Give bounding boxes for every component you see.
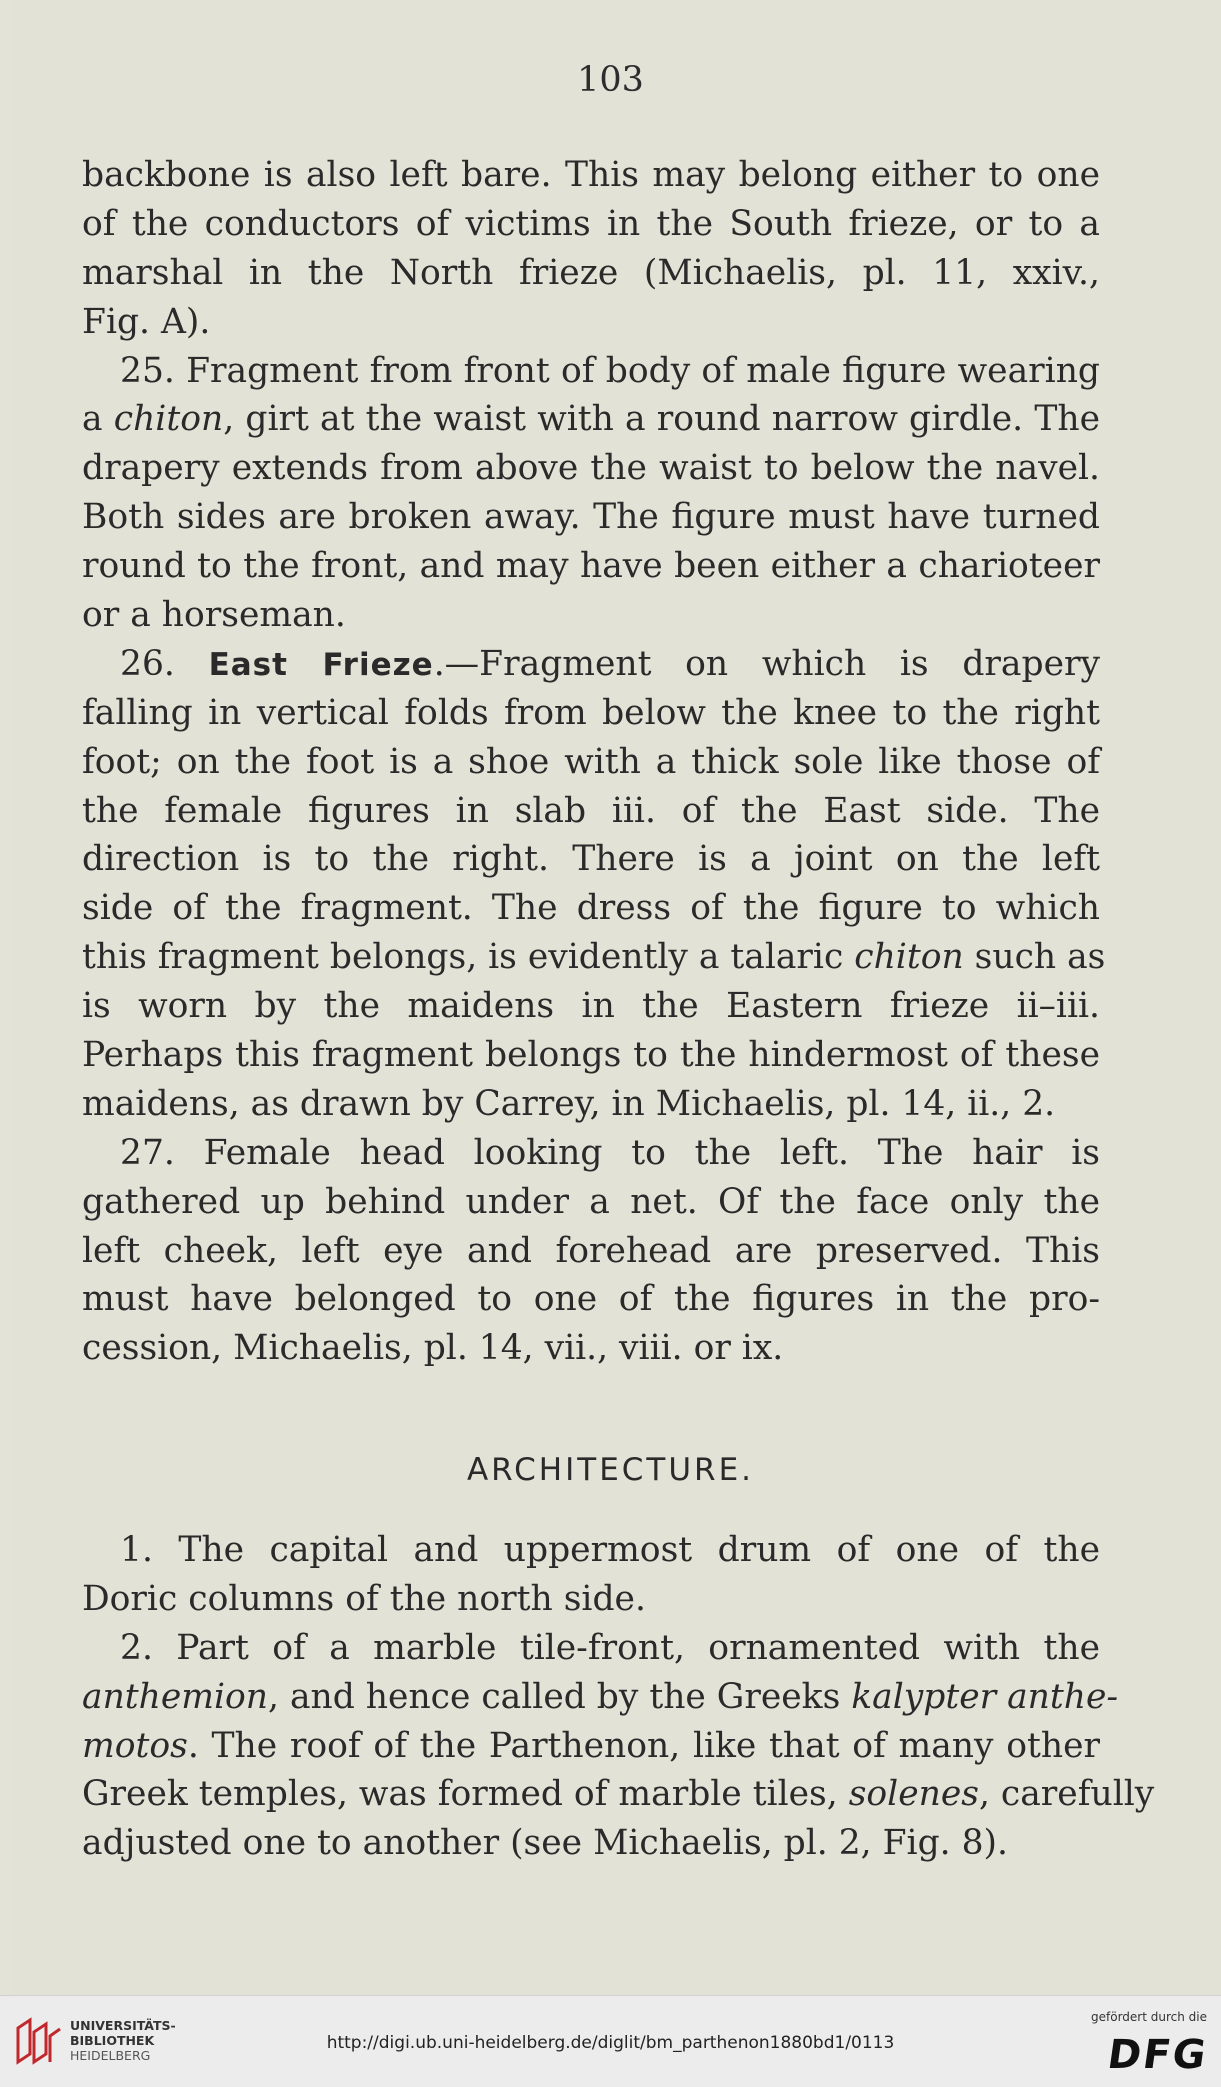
italic-term: motos — [82, 1725, 188, 1766]
text-run: Greek temples, was formed of marble tiles, — [82, 1774, 849, 1815]
text-line: backbone is also left bare. This may belong either to one — [82, 155, 1100, 195]
text-line-motos — [82, 1722, 1100, 1771]
text-line: direction is to the right. There is a joint on the left — [82, 839, 1100, 880]
architecture-text — [82, 1526, 1155, 1868]
text-line: 2. Part of a marble tile-front, ornamented with the — [120, 1627, 1100, 1668]
text-line: the female figures in slab iii. of the East side. The — [82, 790, 1100, 831]
text-run: . The roof of the Parthenon, like that of many other — [187, 1725, 1100, 1766]
italic-term: chiton — [113, 399, 224, 440]
text-run: , carefully — [978, 1774, 1155, 1815]
viewer-footer — [0, 1995, 1221, 2087]
text-run: , and hence called by the Greeks — [268, 1676, 852, 1717]
text-line: is worn by the maidens in the Eastern frieze ii–iii. — [82, 986, 1100, 1027]
text-run: such as — [963, 937, 1106, 978]
funded-by-caption: gefördert durch die — [1091, 2010, 1207, 2024]
text-line: adjusted one to another (see Michaelis, pl. 2, Fig. 8). — [82, 1823, 1008, 1864]
text-line: Perhaps this fragment belongs to the hindermost of these — [82, 1035, 1100, 1076]
text-line-east-frieze — [82, 640, 1100, 689]
library-line: UNIVERSITÄTS- — [70, 2018, 176, 2033]
text-line: drapery extends from above the waist to below the navel. — [82, 448, 1100, 489]
library-line: BIBLIOTHEK — [70, 2033, 155, 2048]
text-line: Both sides are broken away. The figure must have turned — [82, 497, 1100, 538]
text-line: maidens, as drawn by Carrey, in Michaelis, pl. 14, ii., 2. — [82, 1083, 1056, 1124]
text-run: , girt at the waist with a round narrow girdle. The — [223, 399, 1100, 440]
italic-term: anthemion — [82, 1676, 269, 1717]
library-line: HEIDELBERG — [70, 2048, 151, 2063]
text-line: gathered up behind under a net. Of the face only the — [82, 1181, 1100, 1222]
text-line: side of the fragment. The dress of the figure to which — [82, 888, 1100, 929]
italic-term: kalypter anthe- — [851, 1676, 1119, 1717]
text-line: 25. Fragment from front of body of male figure wearing — [120, 350, 1100, 391]
text-run: a — [82, 399, 114, 440]
section-label-bold: East Frieze — [208, 646, 434, 683]
text-line-solenes — [82, 1770, 1155, 1819]
text-line: marshal in the North frieze (Michaelis, pl. 11, xxiv., — [82, 252, 1100, 293]
permalink-url[interactable]: http://digi.ub.uni-heidelberg.de/diglit/bm_parthenon1880bd1/0113 — [326, 2033, 895, 2053]
text-line: must have belonged to one of the figures in the pro- — [82, 1279, 1100, 1320]
text-line-anthemion — [82, 1673, 1119, 1722]
item-number: 26. — [120, 643, 209, 684]
text-line: cession, Michaelis, pl. 14, vii., viii. or ix. — [82, 1328, 784, 1369]
text-line: falling in vertical folds from below the knee to the right — [82, 692, 1100, 733]
text-run: this fragment belongs, is evidently a talaric — [82, 937, 855, 978]
dfg-logo: DFG — [1104, 2032, 1211, 2078]
section-heading: ARCHITECTURE. — [466, 1452, 755, 1488]
text-line-talaric — [82, 933, 1106, 982]
text-line: of the conductors of victims in the South frieze, or to a — [82, 203, 1100, 244]
text-line: Doric columns of the north side. — [82, 1578, 646, 1619]
italic-term: solenes — [848, 1774, 979, 1815]
text-line: or a horseman. — [82, 595, 346, 636]
text-line: left cheek, left eye and forehead are preserved. This — [82, 1230, 1100, 1271]
text-run: .—Fragment on which is drapery — [433, 643, 1100, 684]
text-line: foot; on the foot is a shoe with a thick sole like those of — [82, 741, 1100, 782]
text-line: 1. The capital and uppermost drum of one of the — [120, 1530, 1100, 1570]
text-line: round to the front, and may have been either a charioteer — [82, 546, 1100, 587]
main-text — [82, 151, 1106, 1373]
text-line-chiton — [82, 395, 1100, 444]
page-number: 103 — [577, 60, 644, 100]
text-line: 27. Female head looking to the left. The hair is — [120, 1132, 1100, 1173]
text-line: Fig. A). — [82, 301, 211, 342]
italic-term: chiton — [854, 937, 964, 978]
